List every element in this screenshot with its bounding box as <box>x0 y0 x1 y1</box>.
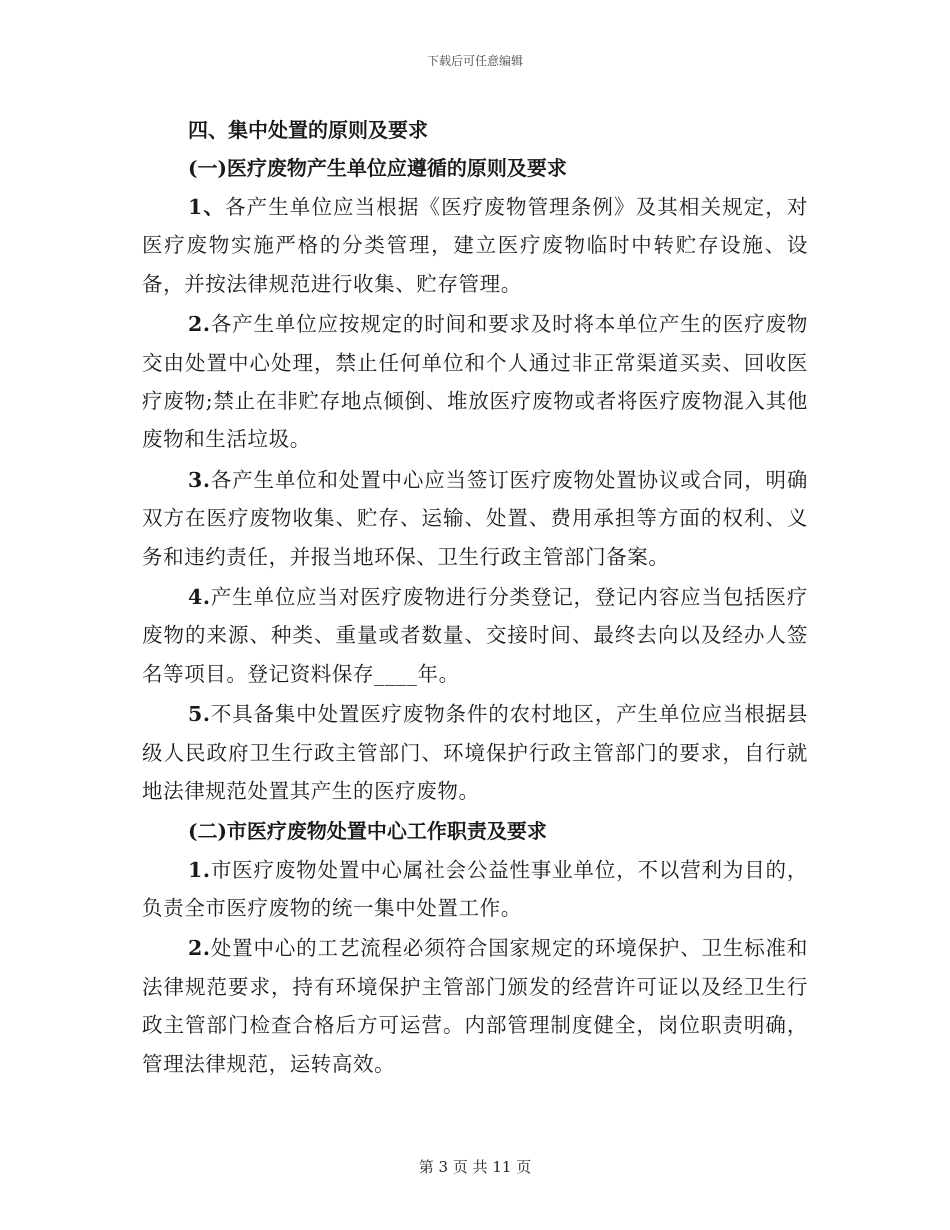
item-number: 2. <box>188 936 211 961</box>
paragraph-text: 市医疗废物处置中心属社会公益性事业单位，不以营利为目的，负责全市医疗废物的统一集中处置工作。 <box>142 857 808 920</box>
item-number: 1、 <box>188 195 225 219</box>
paragraph <box>142 851 808 928</box>
page-header: 下载后可任意编辑 <box>426 54 523 68</box>
item-number: 3. <box>188 467 211 492</box>
subsection-heading: (一)医疗废物产生单位应遵循的原则及要求 <box>188 156 567 180</box>
paragraph <box>142 929 808 1083</box>
item-number: 2. <box>188 312 211 337</box>
document-body <box>142 112 808 1085</box>
item-number: 1. <box>188 857 211 882</box>
paragraph-text: 不具备集中处置医疗废物条件的农村地区，产生单位应当根据县级人民政府卫生行政主管部门、环境保护行政主管部门的要求，自行就地法律规范处置其产生的医疗废物。 <box>142 702 808 804</box>
subsection-heading: (二)市医疗废物处置中心工作职责及要求 <box>188 818 547 843</box>
paragraph-text: 各产生单位应按规定的时间和要求及时将本单位产生的医疗废物交由处置中心处理，禁止任何单位和个人通过非正常渠道买卖、回收医疗废物;禁止在非贮存地点倾倒、堆放医疗废物或者将医疗废物混入其他废物和生活垃圾。 <box>142 312 808 452</box>
item-number: 4. <box>188 585 211 610</box>
paragraph-text: 处置中心的工艺流程必须符合国家规定的环境保护、卫生标准和法律规范要求，持有环境保护主管部门颁发的经营许可证以及经卫生行政主管部门检查合格后方可运营。内部管理制度健全，岗位职责明确，管理法律规范，运转高效。 <box>142 936 808 1076</box>
item-number: 5. <box>188 702 211 727</box>
paragraph <box>142 461 808 576</box>
page-footer: 第 3 页 共 11 页 <box>418 1158 532 1176</box>
paragraph <box>142 695 808 810</box>
paragraph <box>142 188 808 303</box>
paragraph <box>142 578 808 693</box>
paragraph-text: 产生单位应当对医疗废物进行分类登记，登记内容应当包括医疗废物的来源、种类、重量或者数量、交接时间、最终去向以及经办人签名等项目。登记资料保存____年。 <box>142 585 808 686</box>
section-heading: 四、集中处置的原则及要求 <box>188 118 428 142</box>
paragraph <box>142 305 808 459</box>
paragraph-text: 各产生单位应当根据《医疗废物管理条例》及其相关规定，对医疗废物实施严格的分类管理，建立医疗废物临时中转贮存设施、设备，并按法律规范进行收集、贮存管理。 <box>142 195 809 296</box>
paragraph-text: 各产生单位和处置中心应当签订医疗废物处置协议或合同，明确双方在医疗废物收集、贮存、运输、处置、费用承担等方面的权利、义务和违约责任，并报当地环保、卫生行政主管部门备案。 <box>142 467 808 569</box>
